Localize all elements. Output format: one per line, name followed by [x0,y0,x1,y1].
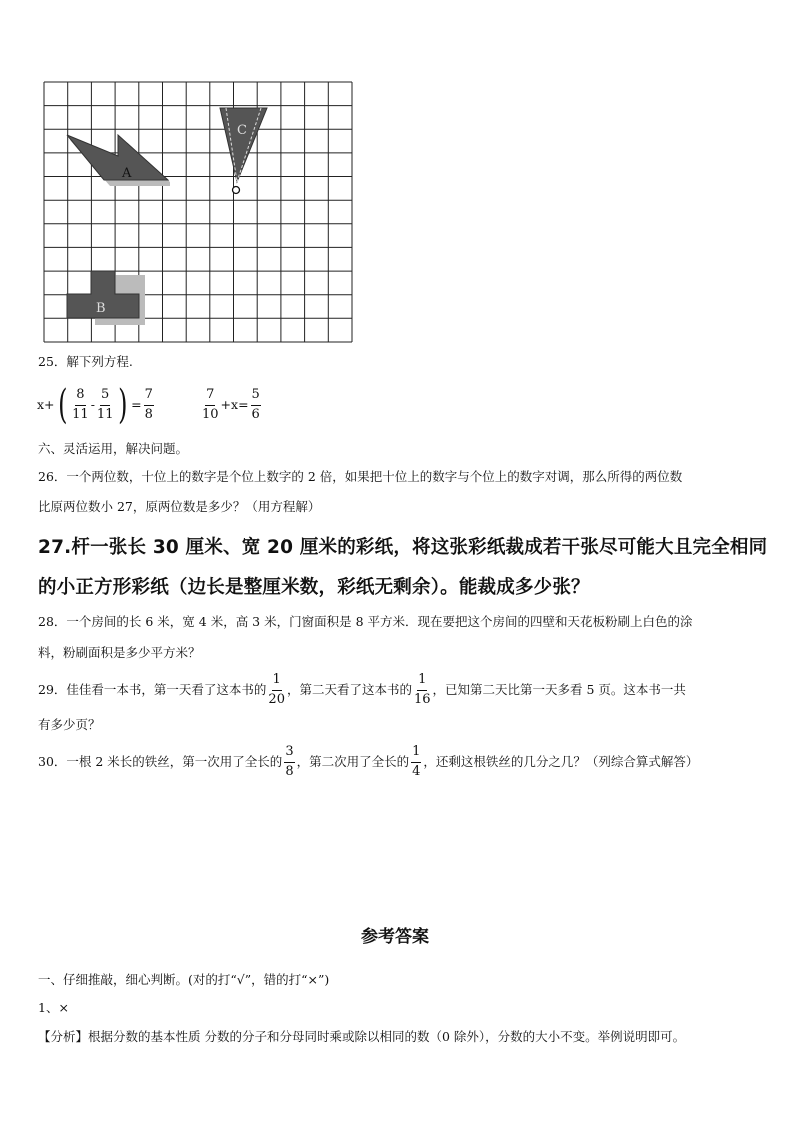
q25-equation-2 [200,385,263,425]
fraction-1-4: $\frac{1}{4}$ [412,743,421,779]
fraction-7-8: $\frac{7}{8}$ [144,386,153,422]
fraction-1-20: $\frac{1}{20}$ [268,671,285,707]
fraction-8-11: $\frac{8}{11}$ [72,386,89,422]
eq1-prefix: x+ [37,396,55,412]
q30-text-2: ，第二次用了全长的 [296,753,410,769]
q26-line2: 比原两位数小 27，原两位数是多少？（用方程解） [38,499,321,514]
eq1-equals: = [131,396,142,412]
q28-line2: 料，粉刷面积是多少平方米？ [38,645,201,660]
q29-text-3: ，已知第二天比第一天多看 5 页。这本书一共 [432,681,686,697]
fraction-3-8: $\frac{3}{8}$ [285,743,294,779]
answer-analysis: 【分析】根据分数的基本性质 分数的分子和分母同时乘或除以相同的数（0 除外），分数的大小不变。举例说明即可。 [38,1029,686,1044]
shape-c-label: C [237,123,247,138]
fraction-7-10: $\frac{7}{10}$ [202,386,219,422]
q25-equation-1 [37,382,156,428]
q25-title: 25．解下列方程. [38,354,133,369]
shape-b-label: B [96,301,106,316]
fraction-5-6: $\frac{5}{6}$ [251,386,260,422]
q30-text-1: 30．一根 2 米长的铁丝，第一次用了全长的 [38,753,283,769]
right-paren: ) [118,382,128,428]
left-paren: ( [57,382,68,428]
q29-text-2: ，第二天看了这本书的 [286,681,412,697]
q29-line1 [38,670,686,710]
answers-title: 参考答案 [361,927,429,947]
shape-c [220,108,267,182]
q29-text-1: 29．佳佳看一本书，第一天看了这本书的 [38,681,267,697]
answers-section-1: 一、仔细推敲，细心判断。(对的打“√”，错的打“×”) [38,972,330,987]
q27-line2: 的小正方形彩纸（边长是整厘米数，彩纸无剩余）。能裁成多少张？ [38,577,590,598]
q26-line1: 26．一个两位数，十位上的数字是个位上数字的 2 倍，如果把十位上的数字与个位上的数字对调，那么所得的两位数 [38,469,683,484]
grid-figure [40,78,356,344]
eq2-mid: +x= [220,396,249,412]
shape-a-label: A [122,166,132,181]
q29-line2: 有多少页？ [38,717,101,732]
eq1-minus: - [90,396,95,412]
rotation-point [233,187,240,194]
q30-text-3: ，还剩这根铁丝的几分之几？（列综合算式解答） [423,753,699,769]
q28-line1: 28．一个房间的长 6 米，宽 4 米，高 3 米，门窗面积是 8 平方米．现在要把这个房间的四壁和天花板粉刷上白色的涂 [38,614,693,629]
answer-item-1: 1、× [38,1000,69,1015]
section-6-title: 六、灵活运用，解决问题。 [38,441,189,456]
q27-line1: 27.杆一张长 30 厘米、宽 20 厘米的彩纸，将这张彩纸裁成若干张尽可能大且完全相同 [38,537,768,558]
q30-line [38,742,698,782]
fraction-1-16: $\frac{1}{16}$ [413,671,431,707]
shape-a [67,135,168,180]
fraction-5-11: $\frac{5}{11}$ [96,386,114,422]
